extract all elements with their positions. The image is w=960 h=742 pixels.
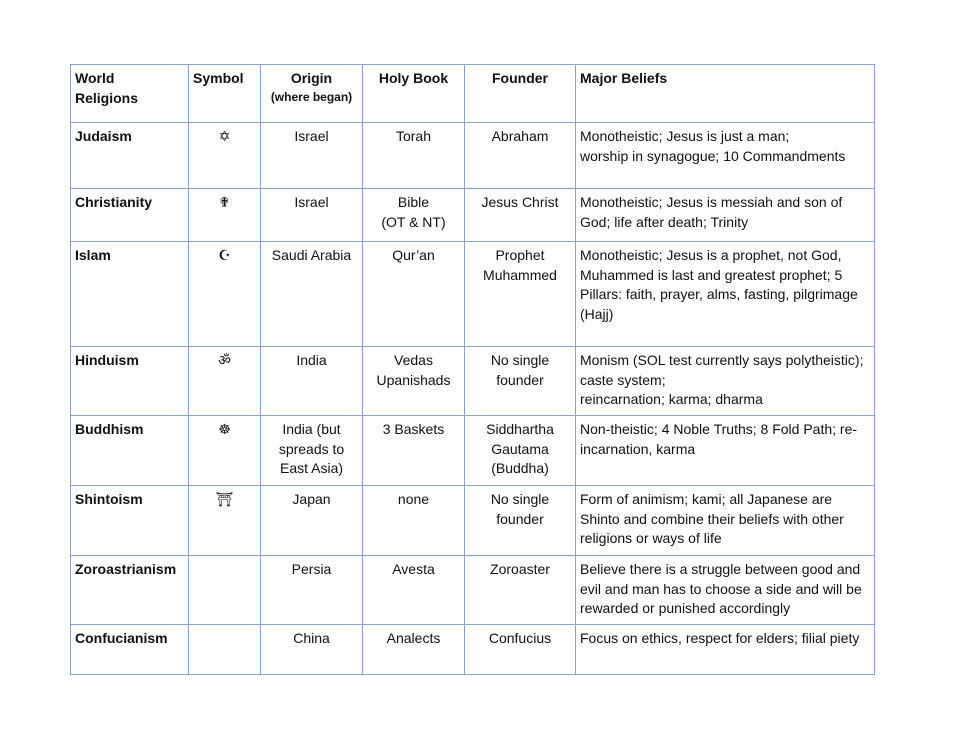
holy-book-cell: Analects bbox=[363, 625, 465, 675]
table-row bbox=[71, 556, 875, 625]
symbol-cell-empty bbox=[189, 625, 261, 675]
om-icon: ॐ bbox=[189, 347, 261, 416]
origin-cell: Israel bbox=[261, 189, 363, 242]
origin-cell: Japan bbox=[261, 486, 363, 556]
beliefs-cell: Monism (SOL test currently says polytheistic); caste system; reincarnation; karma; dharma bbox=[576, 347, 875, 416]
beliefs-cell: Focus on ethics, respect for elders; filial piety bbox=[576, 625, 875, 675]
religion-name: Shintoism bbox=[71, 486, 189, 556]
header-symbol: Symbol bbox=[189, 65, 261, 123]
origin-cell: China bbox=[261, 625, 363, 675]
founder-cell: Siddhartha Gautama (Buddha) bbox=[465, 416, 576, 486]
table-row bbox=[71, 189, 875, 242]
holy-book-cell: Torah bbox=[363, 123, 465, 189]
religion-name: Judaism bbox=[71, 123, 189, 189]
beliefs-cell: Believe there is a struggle between good and evil and man has to choose a side and will be rewarded or punished accordingly bbox=[576, 556, 875, 625]
origin-cell: India bbox=[261, 347, 363, 416]
holy-book-cell: Vedas Upanishads bbox=[363, 347, 465, 416]
world-religions-table bbox=[70, 64, 875, 675]
beliefs-cell: Non-theistic; 4 Noble Truths; 8 Fold Path; re-incarnation, karma bbox=[576, 416, 875, 486]
holy-book-cell: none bbox=[363, 486, 465, 556]
religion-name: Confucianism bbox=[71, 625, 189, 675]
origin-cell: Persia bbox=[261, 556, 363, 625]
header-row bbox=[71, 65, 875, 123]
founder-cell: Jesus Christ bbox=[465, 189, 576, 242]
beliefs-cell: Form of animism; kami; all Japanese are Shinto and combine their beliefs with other religions or ways of life bbox=[576, 486, 875, 556]
table-row bbox=[71, 242, 875, 347]
beliefs-cell: Monotheistic; Jesus is just a man; worship in synagogue; 10 Commandments bbox=[576, 123, 875, 189]
header-origin-label: Origin bbox=[290, 70, 333, 86]
founder-cell: Confucius bbox=[465, 625, 576, 675]
crescent-star-icon: ☪ bbox=[189, 242, 261, 347]
beliefs-cell: Monotheistic; Jesus is a prophet, not God, Muhammed is last and greatest prophet; 5 Pillars: faith, prayer, alms, fasting, pilgrimage (Hajj) bbox=[576, 242, 875, 347]
header-holy-book: Holy Book bbox=[363, 65, 465, 123]
table-row bbox=[71, 625, 875, 675]
holy-book-cell: Qur’an bbox=[363, 242, 465, 347]
origin-cell: Saudi Arabia bbox=[261, 242, 363, 347]
origin-cell: India (but spreads to East Asia) bbox=[261, 416, 363, 486]
star-of-david-icon: ✡ bbox=[189, 123, 261, 189]
table-row bbox=[71, 123, 875, 189]
holy-book-cell: 3 Baskets bbox=[363, 416, 465, 486]
header-origin bbox=[261, 65, 363, 123]
founder-cell: Abraham bbox=[465, 123, 576, 189]
founder-cell: No single founder bbox=[465, 486, 576, 556]
religion-name: Hinduism bbox=[71, 347, 189, 416]
header-beliefs: Major Beliefs bbox=[576, 65, 875, 123]
religion-name: Islam bbox=[71, 242, 189, 347]
origin-cell: Israel bbox=[261, 123, 363, 189]
religion-name: Zoroastrianism bbox=[71, 556, 189, 625]
dharma-wheel-icon: ☸ bbox=[189, 416, 261, 486]
beliefs-cell: Monotheistic; Jesus is messiah and son of God; life after death; Trinity bbox=[576, 189, 875, 242]
religion-name: Christianity bbox=[71, 189, 189, 242]
header-religion: World Religions bbox=[71, 65, 189, 123]
header-founder: Founder bbox=[465, 65, 576, 123]
holy-book-cell: Avesta bbox=[363, 556, 465, 625]
header-origin-sub: (where began) bbox=[270, 89, 353, 104]
founder-cell: No single founder bbox=[465, 347, 576, 416]
cross-icon: ✟ bbox=[189, 189, 261, 242]
symbol-cell-empty bbox=[189, 556, 261, 625]
torii-gate-icon: ⛩ bbox=[189, 486, 261, 556]
table-row bbox=[71, 347, 875, 416]
founder-cell: Zoroaster bbox=[465, 556, 576, 625]
table-row bbox=[71, 486, 875, 556]
religion-name: Buddhism bbox=[71, 416, 189, 486]
founder-cell: Prophet Muhammed bbox=[465, 242, 576, 347]
table-row bbox=[71, 416, 875, 486]
holy-book-cell: Bible (OT & NT) bbox=[363, 189, 465, 242]
